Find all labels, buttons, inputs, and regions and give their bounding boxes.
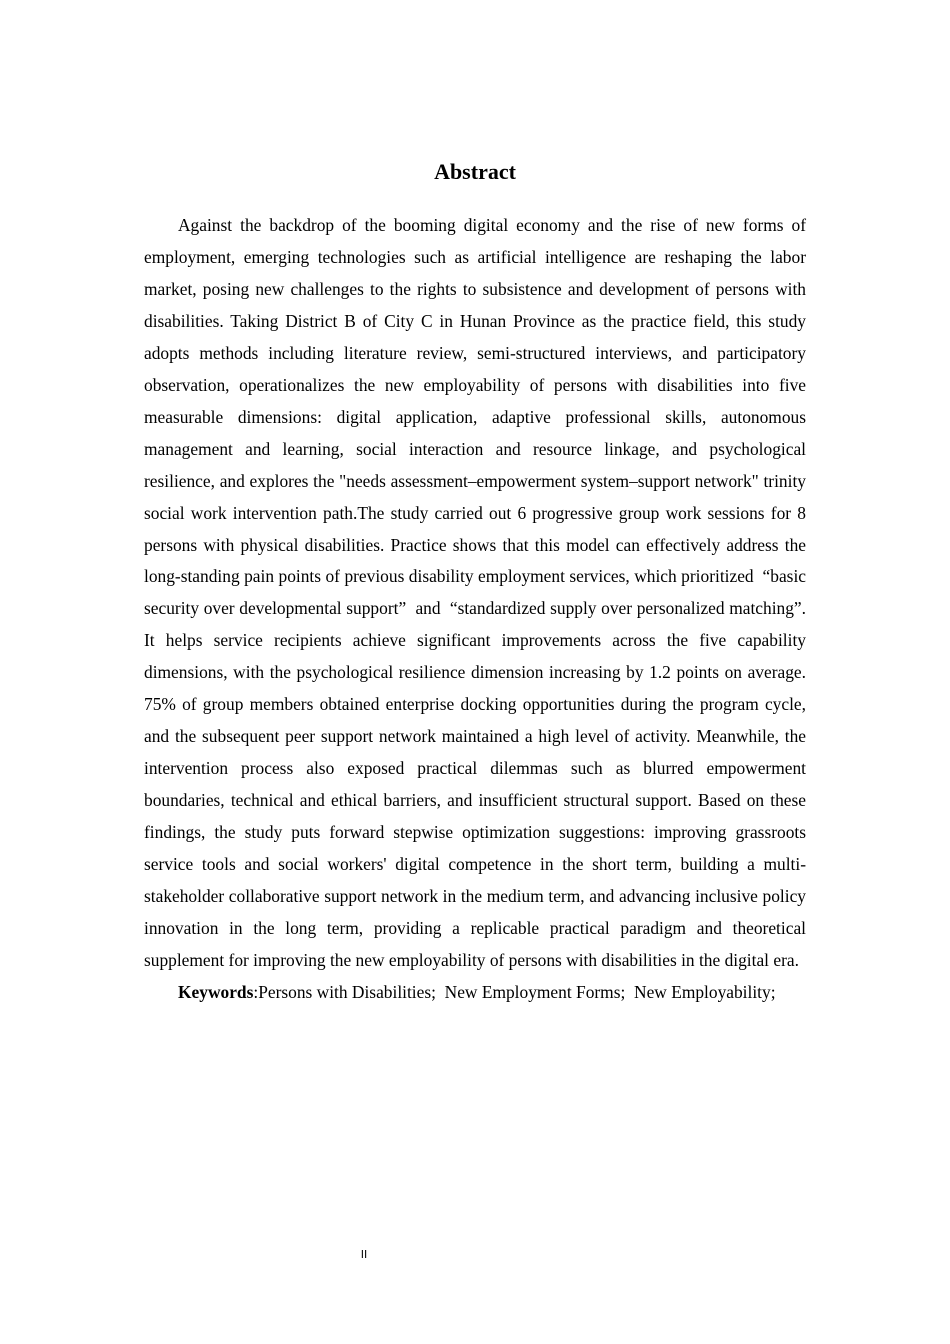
abstract-paragraph: Against the backdrop of the booming digital economy and the rise of new forms of employment, emerging technologies such as artificial intelligence are reshaping the labor market, posing new challenges to the rights to subsistence and development of persons with disabilities. Taking District B of City C in Hunan Province as the practice field, this study adopts methods including literature review, semi-structured interviews, and participatory observation, operationalizes the new employability of persons with disabilities into five measurable dimensions: digital application, adaptive professional skills, autonomous management and learning, social interaction and resource linkage, and psychological resilience, and explores the "needs assessment–empowerment system–support network" trinity social work intervention path.The study carried out 6 progressive group work sessions for 8 persons with physical disabilities. Practice shows that this model can effectively address the long-standing pain points of previous disability employment services, which prioritized “basic security over developmental support” and “standardized supply over personalized matching”. It helps service recipients achieve significant improvements across the five capability dimensions, with the psychological resilience dimension increasing by 1.2 points on average. 75% of group members obtained enterprise docking opportunities during the program cycle, and the subsequent peer support network maintained a high level of activity. Meanwhile, the intervention process also exposed practical dilemmas such as blurred empowerment boundaries, technical and ethical barriers, and insufficient structural support. Based on these findings, the study puts forward stepwise optimization suggestions: improving grassroots service tools and social workers' digital competence in the short term, building a multi-stakeholder collaborative support network in the medium term, and advancing inclusive policy innovation in the long term, providing a replicable practical paradigm and theoretical supplement for improving the new employability of persons with disabilities in the digital era.: [144, 215, 806, 970]
abstract-title: Abstract: [434, 159, 516, 184]
keywords-label: Keywords: [178, 981, 254, 1002]
keywords-list: :Persons with Disabilities; New Employment Forms; New Employability;: [253, 981, 776, 1002]
abstract-body: [144, 210, 806, 1009]
keywords-paragraph: [144, 977, 806, 1009]
page-number: II: [360, 1248, 368, 1261]
